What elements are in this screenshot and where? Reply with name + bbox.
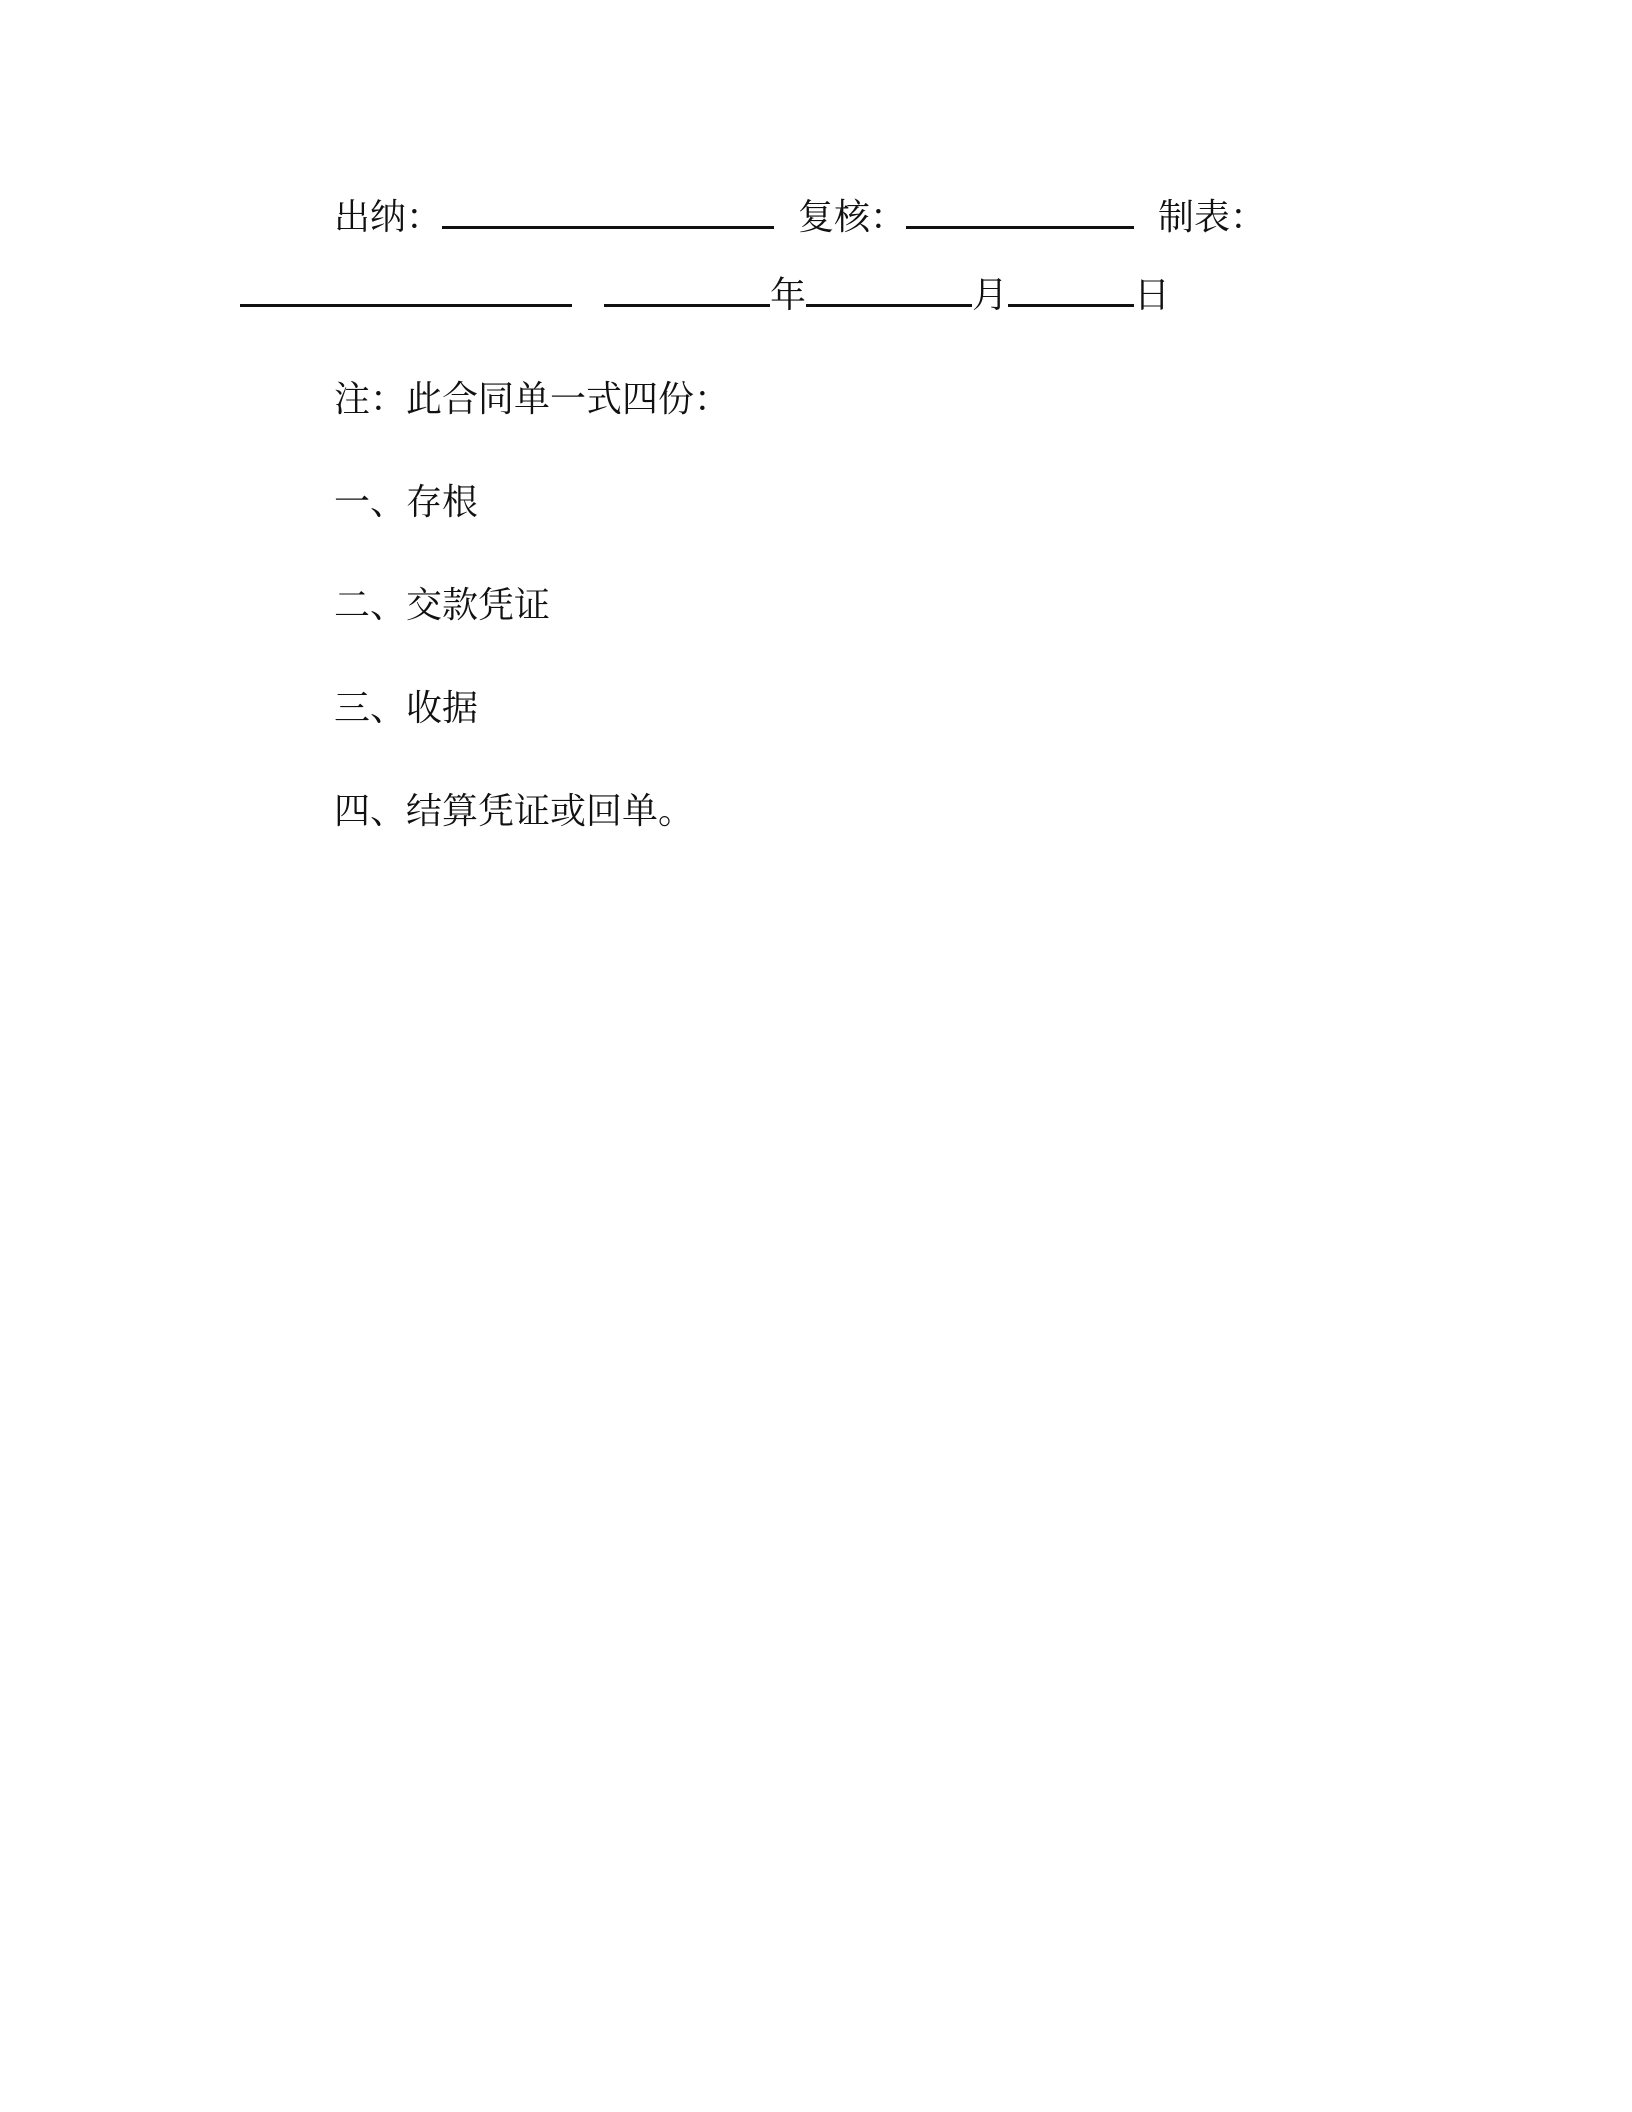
signature-row [334,196,1266,240]
cashier-blank [442,196,774,229]
month-blank [806,274,972,307]
cashier-label: 出纳： [334,197,443,238]
preparer-label: 制表： [1158,197,1267,238]
day-blank [1008,274,1134,307]
day-label: 日 [1134,275,1171,316]
reviewer-label: 复核： [798,197,907,238]
reviewer-blank [906,196,1134,229]
year-blank [604,274,770,307]
list-item: 四、结算凭证或回单。 [334,791,695,832]
preparer-blank [240,274,572,307]
list-item: 三、收据 [334,688,479,729]
list-item: 一、存根 [334,482,479,523]
note-heading: 注：此合同单一式四份： [334,379,731,420]
month-label: 月 [972,275,1009,316]
list-item: 二、交款凭证 [334,585,551,626]
year-label: 年 [770,275,807,316]
date-row [240,274,1170,318]
